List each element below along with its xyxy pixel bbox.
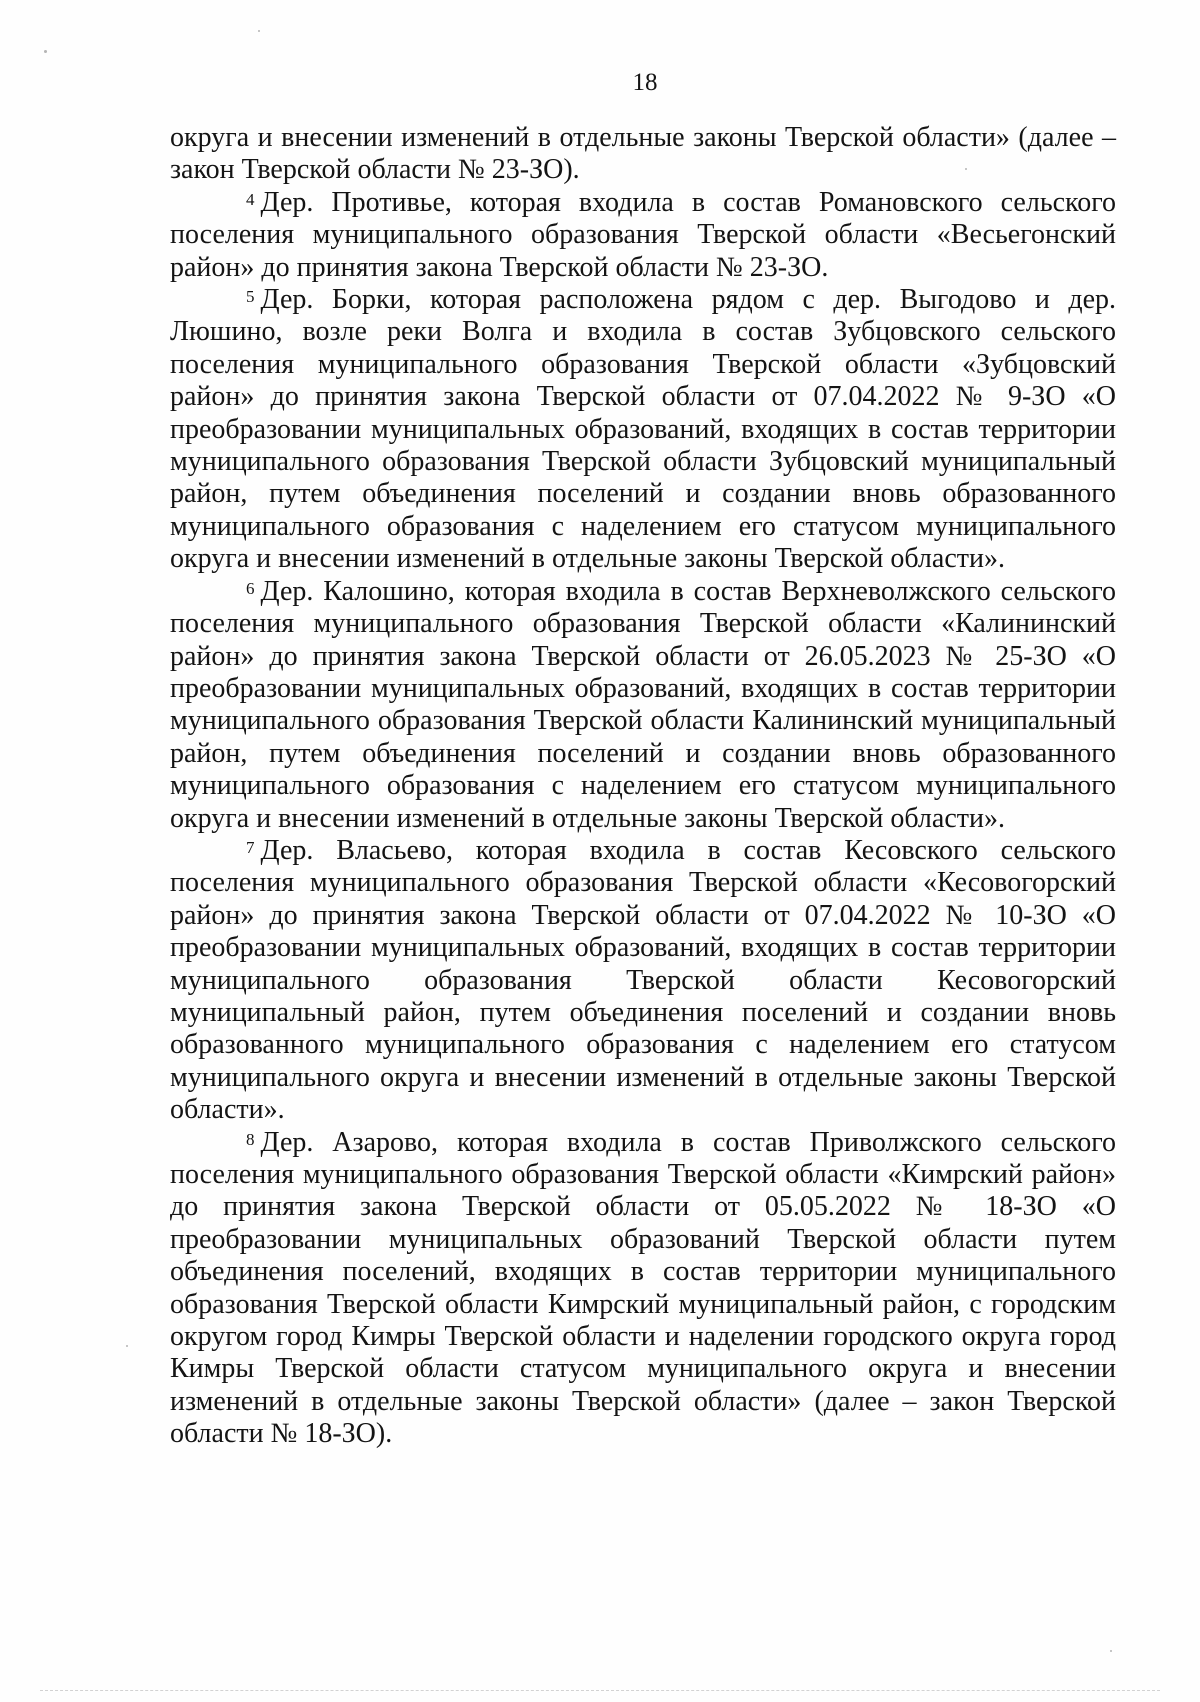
paragraph-text: Дер. Противье, которая входила в состав Романовского сельского поселения муниципального образования Тверской области «Весьегонский район» до принятия закона Тверской области № 23-ЗО. [170, 186, 1116, 283]
footnote-marker: 7 [246, 837, 255, 857]
footnote-body [170, 122, 1116, 1451]
scan-speck [126, 1345, 128, 1347]
paragraph-text: Дер. Азарово, которая входила в состав Приволжского сельского поселения муниципального образования Тверской области «Кимрский район» до принятия закона Тверской области от 05.05.2022 № 18-ЗО «О преобразовании муниципальных образований Тверской области путем объединения поселений, входящих в состав территории муниципального образования Тверской области Кимрский муниципальный район, с городским округом город Кимры Тверской области и наделении городского округа город Кимры Тверской области статусом муниципального округа и внесении изменений в отдельные законы Тверской области» (далее – закон Тверской области № 18-ЗО). [170, 1126, 1116, 1450]
scan-speck [1110, 1650, 1112, 1652]
footnote-marker: 4 [246, 189, 255, 209]
footnote-paragraph-6 [170, 576, 1116, 835]
footnote-paragraph-5 [170, 284, 1116, 576]
paragraph-text: Дер. Власьево, которая входила в состав Кесовского сельского поселения муниципального образования Тверской области «Кесовогорский район» до принятия закона Тверской области от 07.04.2022 № 10-ЗО «О преобразовании муниципальных образований, входящих в состав территории муниципального образования Тверской области Кесовогорский муниципальный район, путем объединения поселений и создании вновь образованного муниципального образования с наделением его статусом муниципального округа и внесении изменений в отдельные законы Тверской области». [170, 834, 1116, 1126]
paragraph-text: Дер. Калошино, которая входила в состав Верхневолжского сельского поселения муниципального образования Тверской области «Калининский район» до принятия закона Тверской области от 26.05.2023 № 25-ЗО «О преобразовании муниципальных образований, входящих в состав территории муниципального образования Тверской области Калининский муниципальный район, путем объединения поселений и создании вновь образованного муниципального образования с наделением его статусом муниципального округа и внесении изменений в отдельные законы Тверской области». [170, 575, 1116, 834]
scan-speck [258, 30, 260, 32]
footnote-paragraph-7 [170, 835, 1116, 1127]
paragraph-continuation [170, 122, 1116, 187]
scan-edge-line [40, 1690, 1160, 1691]
page-number: 18 [632, 69, 658, 96]
footnote-marker: 5 [246, 287, 255, 307]
footnote-marker: 6 [246, 578, 255, 598]
footnote-paragraph-8 [170, 1127, 1116, 1451]
scan-speck [965, 168, 967, 170]
scan-speck [44, 50, 47, 53]
footnote-marker: 8 [246, 1129, 255, 1149]
paragraph-text: Дер. Борки, которая расположена рядом с дер. Выгодово и дер. Люшино, возле реки Волга и входила в состав Зубцовского сельского поселения муниципального образования Тверской области «Зубцовский район» до принятия закона Тверской области от 07.04.2022 № 9-ЗО «О преобразовании муниципальных образований, входящих в состав территории муниципального образования Тверской области Зубцовский муниципальный район, путем объединения поселений и создании вновь образованного муниципального образования с наделением его статусом муниципального округа и внесении изменений в отдельные законы Тверской области». [170, 284, 1116, 575]
footnote-paragraph-4 [170, 187, 1116, 284]
paragraph-text: округа и внесении изменений в отдельные законы Тверской области» (далее – закон Тверской области № 23-ЗО). [170, 122, 1116, 186]
